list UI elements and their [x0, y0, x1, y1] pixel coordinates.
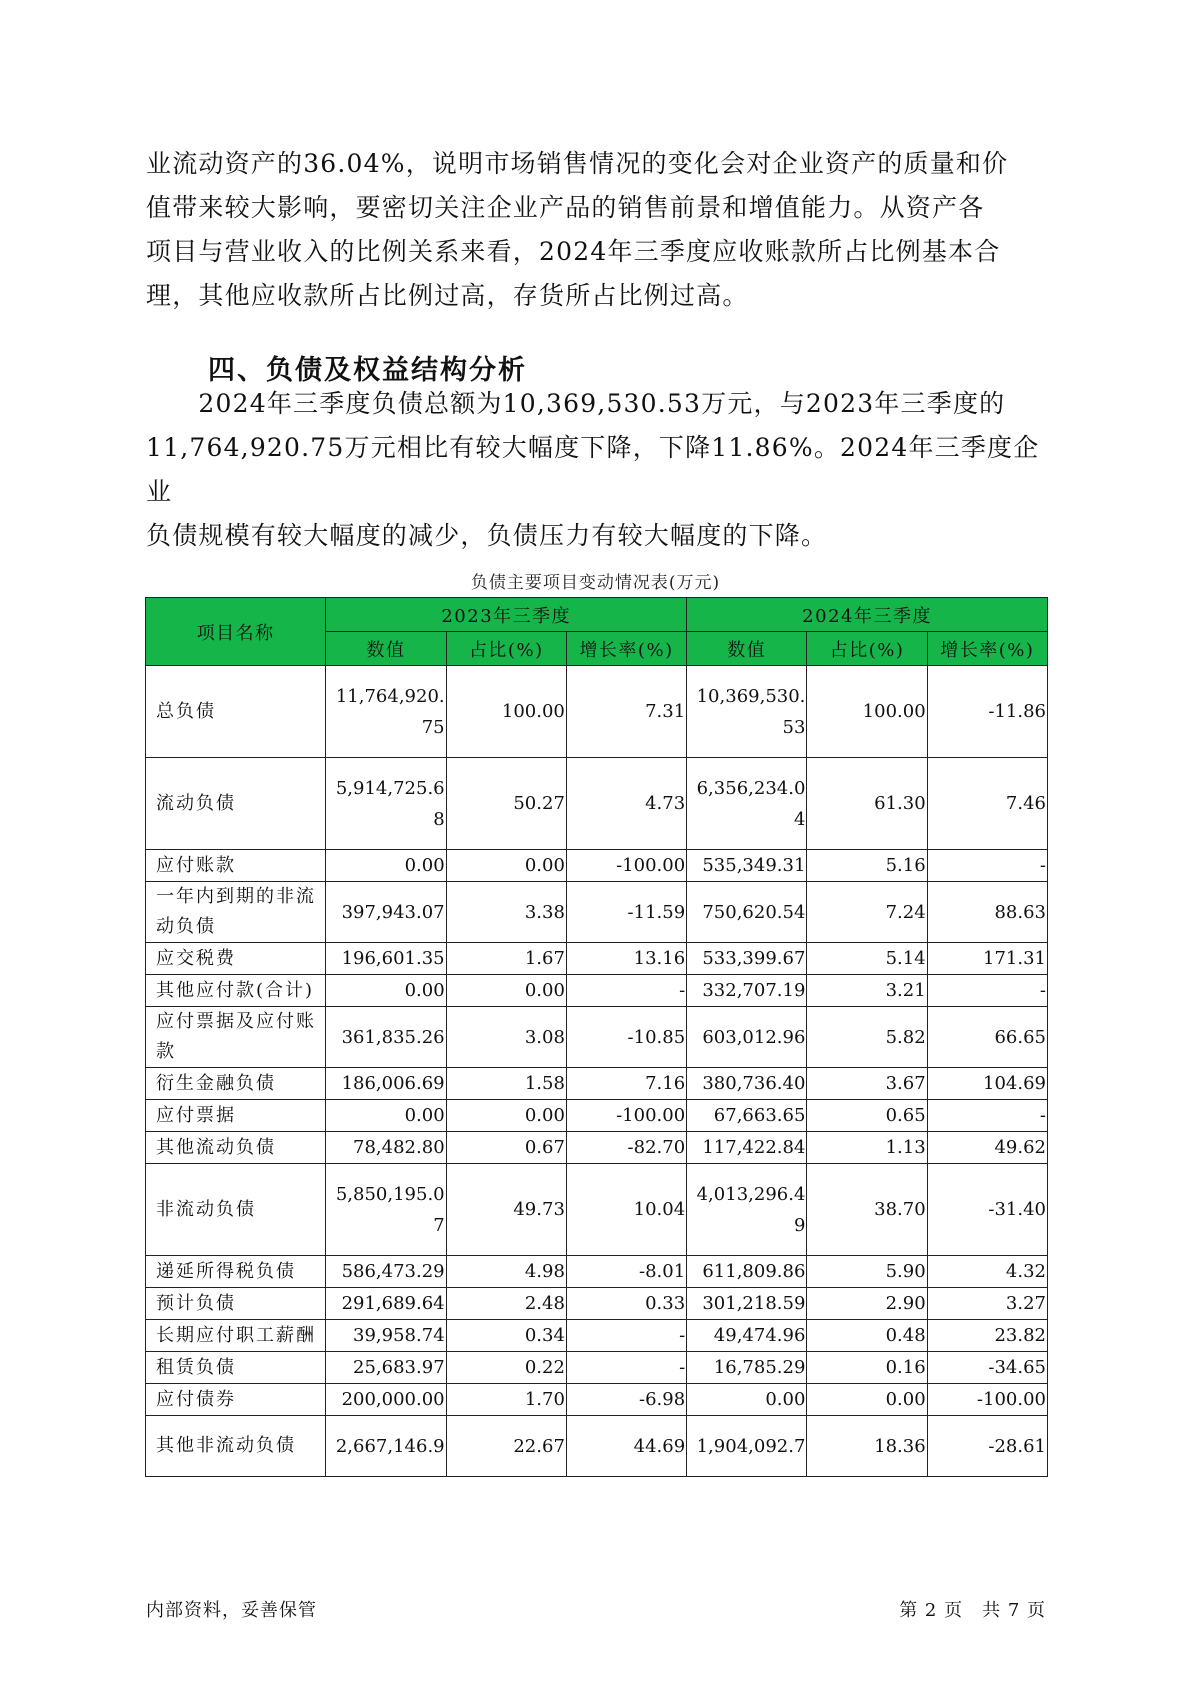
growth-2024-cell: 88.63 — [927, 882, 1047, 943]
growth-2024-cell: - — [927, 975, 1047, 1007]
ratio-2023-cell: 0.00 — [446, 850, 566, 882]
item-name-cell: 衍生金融负债 — [146, 1068, 326, 1100]
ratio-2024-cell: 0.48 — [807, 1320, 927, 1352]
growth-2023-cell: 7.16 — [566, 1068, 686, 1100]
value-2023-cell: 586,473.29 — [326, 1256, 446, 1288]
value-2023-cell: 2,667,146.9 — [326, 1416, 446, 1477]
ratio-2023-cell: 2.48 — [446, 1288, 566, 1320]
value-2024-cell: 611,809.86 — [687, 1256, 807, 1288]
table-row — [146, 758, 1048, 850]
value-2023-cell: 5,914,725.68 — [326, 758, 446, 850]
item-name-cell: 总负债 — [146, 666, 326, 758]
ratio-2023-cell: 50.27 — [446, 758, 566, 850]
value-2023-cell: 196,601.35 — [326, 943, 446, 975]
table-row — [146, 1256, 1048, 1288]
growth-2024-cell: -100.00 — [927, 1384, 1047, 1416]
growth-2023-cell: - — [566, 975, 686, 1007]
value-2024-cell: 380,736.40 — [687, 1068, 807, 1100]
paragraph-line: 业流动资产的36.04%，说明市场销售情况的变化会对企业资产的质量和价 — [146, 149, 1009, 178]
item-name-cell: 预计负债 — [146, 1288, 326, 1320]
header-period-2023: 2023年三季度 — [326, 598, 687, 632]
value-2023-cell: 25,683.97 — [326, 1352, 446, 1384]
ratio-2024-cell: 2.90 — [807, 1288, 927, 1320]
ratio-2023-cell: 0.34 — [446, 1320, 566, 1352]
ratio-2024-cell: 3.67 — [807, 1068, 927, 1100]
item-name-cell: 流动负债 — [146, 758, 326, 850]
table-row — [146, 1132, 1048, 1164]
value-2024-cell: 332,707.19 — [687, 975, 807, 1007]
value-2024-cell: 117,422.84 — [687, 1132, 807, 1164]
value-2024-cell: 6,356,234.04 — [687, 758, 807, 850]
value-2023-cell: 11,764,920.75 — [326, 666, 446, 758]
value-2023-cell: 200,000.00 — [326, 1384, 446, 1416]
item-name-cell: 非流动负债 — [146, 1164, 326, 1256]
ratio-2023-cell: 3.38 — [446, 882, 566, 943]
value-2023-cell: 361,835.26 — [326, 1007, 446, 1068]
ratio-2024-cell: 5.14 — [807, 943, 927, 975]
growth-2023-cell: -82.70 — [566, 1132, 686, 1164]
table-row — [146, 1320, 1048, 1352]
item-name-cell: 其他非流动负债 — [146, 1416, 326, 1477]
table-row — [146, 1164, 1048, 1256]
growth-2024-cell: - — [927, 1100, 1047, 1132]
growth-2023-cell: -10.85 — [566, 1007, 686, 1068]
subheader-ratio-2024: 占比(%) — [807, 632, 927, 666]
growth-2024-cell: 104.69 — [927, 1068, 1047, 1100]
liability-table — [145, 597, 1048, 1477]
ratio-2023-cell: 49.73 — [446, 1164, 566, 1256]
paragraph-line: 负债规模有较大幅度的减少，负债压力有较大幅度的下降。 — [146, 521, 828, 550]
growth-2023-cell: 4.73 — [566, 758, 686, 850]
header-item-name: 项目名称 — [146, 598, 326, 666]
growth-2024-cell: -11.86 — [927, 666, 1047, 758]
growth-2024-cell: 7.46 — [927, 758, 1047, 850]
ratio-2024-cell: 100.00 — [807, 666, 927, 758]
subheader-growth-2024: 增长率(%) — [927, 632, 1047, 666]
ratio-2023-cell: 0.22 — [446, 1352, 566, 1384]
subheader-value-2023: 数值 — [326, 632, 446, 666]
ratio-2024-cell: 61.30 — [807, 758, 927, 850]
item-name-cell: 其他流动负债 — [146, 1132, 326, 1164]
table-row — [146, 1068, 1048, 1100]
item-name-cell: 应付票据 — [146, 1100, 326, 1132]
value-2024-cell: 750,620.54 — [687, 882, 807, 943]
value-2024-cell: 1,904,092.7 — [687, 1416, 807, 1477]
section-heading: 四、负债及权益结构分析 — [208, 355, 527, 386]
paragraph-line: 2024年三季度负债总额为10,369,530.53万元，与2023年三季度的 — [146, 389, 1006, 418]
growth-2023-cell: -6.98 — [566, 1384, 686, 1416]
item-name-cell: 应交税费 — [146, 943, 326, 975]
growth-2024-cell: 49.62 — [927, 1132, 1047, 1164]
ratio-2023-cell: 0.00 — [446, 975, 566, 1007]
ratio-2024-cell: 0.65 — [807, 1100, 927, 1132]
ratio-2024-cell: 5.82 — [807, 1007, 927, 1068]
subheader-growth-2023: 增长率(%) — [566, 632, 686, 666]
ratio-2024-cell: 0.00 — [807, 1384, 927, 1416]
item-name-cell: 租赁负债 — [146, 1352, 326, 1384]
item-name-cell: 其他应付款(合计) — [146, 975, 326, 1007]
item-name-cell: 应付债券 — [146, 1384, 326, 1416]
ratio-2023-cell: 3.08 — [446, 1007, 566, 1068]
growth-2024-cell: 3.27 — [927, 1288, 1047, 1320]
item-name-cell: 应付票据及应付账款 — [146, 1007, 326, 1068]
growth-2024-cell: 66.65 — [927, 1007, 1047, 1068]
subheader-value-2024: 数值 — [687, 632, 807, 666]
table-row — [146, 882, 1048, 943]
growth-2024-cell: -31.40 — [927, 1164, 1047, 1256]
item-name-cell: 应付账款 — [146, 850, 326, 882]
paragraph-line: 11,764,920.75万元相比有较大幅度下降，下降11.86%。2024年三季度企业 — [146, 433, 1040, 506]
growth-2023-cell: 0.33 — [566, 1288, 686, 1320]
growth-2024-cell: -34.65 — [927, 1352, 1047, 1384]
growth-2024-cell: -28.61 — [927, 1416, 1047, 1477]
ratio-2024-cell: 5.90 — [807, 1256, 927, 1288]
table-row — [146, 975, 1048, 1007]
ratio-2024-cell: 5.16 — [807, 850, 927, 882]
growth-2024-cell: 4.32 — [927, 1256, 1047, 1288]
subheader-ratio-2023: 占比(%) — [446, 632, 566, 666]
growth-2023-cell: - — [566, 1320, 686, 1352]
item-name-cell: 一年内到期的非流动负债 — [146, 882, 326, 943]
value-2024-cell: 535,349.31 — [687, 850, 807, 882]
ratio-2023-cell: 1.58 — [446, 1068, 566, 1100]
value-2023-cell: 0.00 — [326, 975, 446, 1007]
header-period-2024: 2024年三季度 — [687, 598, 1048, 632]
table-row — [146, 1100, 1048, 1132]
growth-2023-cell: -100.00 — [566, 850, 686, 882]
value-2023-cell: 291,689.64 — [326, 1288, 446, 1320]
ratio-2024-cell: 38.70 — [807, 1164, 927, 1256]
footer-confidential: 内部资料，妥善保管 — [146, 1600, 317, 1621]
ratio-2024-cell: 18.36 — [807, 1416, 927, 1477]
value-2023-cell: 0.00 — [326, 1100, 446, 1132]
value-2023-cell: 39,958.74 — [326, 1320, 446, 1352]
growth-2023-cell: 44.69 — [566, 1416, 686, 1477]
ratio-2023-cell: 100.00 — [446, 666, 566, 758]
table-row — [146, 943, 1048, 975]
ratio-2023-cell: 4.98 — [446, 1256, 566, 1288]
growth-2023-cell: -8.01 — [566, 1256, 686, 1288]
ratio-2023-cell: 1.67 — [446, 943, 566, 975]
ratio-2024-cell: 3.21 — [807, 975, 927, 1007]
value-2024-cell: 0.00 — [687, 1384, 807, 1416]
item-name-cell: 递延所得税负债 — [146, 1256, 326, 1288]
growth-2023-cell: -11.59 — [566, 882, 686, 943]
value-2024-cell: 16,785.29 — [687, 1352, 807, 1384]
value-2024-cell: 49,474.96 — [687, 1320, 807, 1352]
ratio-2024-cell: 1.13 — [807, 1132, 927, 1164]
growth-2023-cell: 13.16 — [566, 943, 686, 975]
growth-2023-cell: - — [566, 1352, 686, 1384]
intro-paragraph — [146, 142, 1046, 318]
item-name-cell: 长期应付职工薪酬 — [146, 1320, 326, 1352]
growth-2024-cell: - — [927, 850, 1047, 882]
value-2023-cell: 0.00 — [326, 850, 446, 882]
value-2023-cell: 78,482.80 — [326, 1132, 446, 1164]
table-row — [146, 1007, 1048, 1068]
growth-2024-cell: 171.31 — [927, 943, 1047, 975]
value-2024-cell: 533,399.67 — [687, 943, 807, 975]
table-caption: 负债主要项目变动情况表(万元) — [470, 573, 721, 593]
table-row — [146, 666, 1048, 758]
value-2023-cell: 5,850,195.07 — [326, 1164, 446, 1256]
growth-2023-cell: 10.04 — [566, 1164, 686, 1256]
value-2024-cell: 4,013,296.49 — [687, 1164, 807, 1256]
ratio-2023-cell: 1.70 — [446, 1384, 566, 1416]
growth-2023-cell: -100.00 — [566, 1100, 686, 1132]
paragraph-line: 值带来较大影响，要密切关注企业产品的销售前景和增值能力。从资产各 — [146, 193, 985, 222]
debt-paragraph — [146, 382, 1046, 558]
table-row — [146, 1384, 1048, 1416]
value-2024-cell: 301,218.59 — [687, 1288, 807, 1320]
table-row — [146, 1416, 1048, 1477]
value-2024-cell: 67,663.65 — [687, 1100, 807, 1132]
paragraph-line: 项目与营业收入的比例关系来看，2024年三季度应收账款所占比例基本合 — [146, 237, 1001, 266]
value-2024-cell: 603,012.96 — [687, 1007, 807, 1068]
value-2023-cell: 397,943.07 — [326, 882, 446, 943]
value-2023-cell: 186,006.69 — [326, 1068, 446, 1100]
ratio-2023-cell: 0.67 — [446, 1132, 566, 1164]
ratio-2024-cell: 7.24 — [807, 882, 927, 943]
growth-2024-cell: 23.82 — [927, 1320, 1047, 1352]
table-row — [146, 850, 1048, 882]
table-row — [146, 1352, 1048, 1384]
growth-2023-cell: 7.31 — [566, 666, 686, 758]
ratio-2023-cell: 0.00 — [446, 1100, 566, 1132]
paragraph-line: 理，其他应收款所占比例过高，存货所占比例过高。 — [146, 281, 749, 310]
footer-page-number: 第 2 页 共 7 页 — [899, 1600, 1046, 1621]
value-2024-cell: 10,369,530.53 — [687, 666, 807, 758]
ratio-2024-cell: 0.16 — [807, 1352, 927, 1384]
table-row — [146, 1288, 1048, 1320]
ratio-2023-cell: 22.67 — [446, 1416, 566, 1477]
